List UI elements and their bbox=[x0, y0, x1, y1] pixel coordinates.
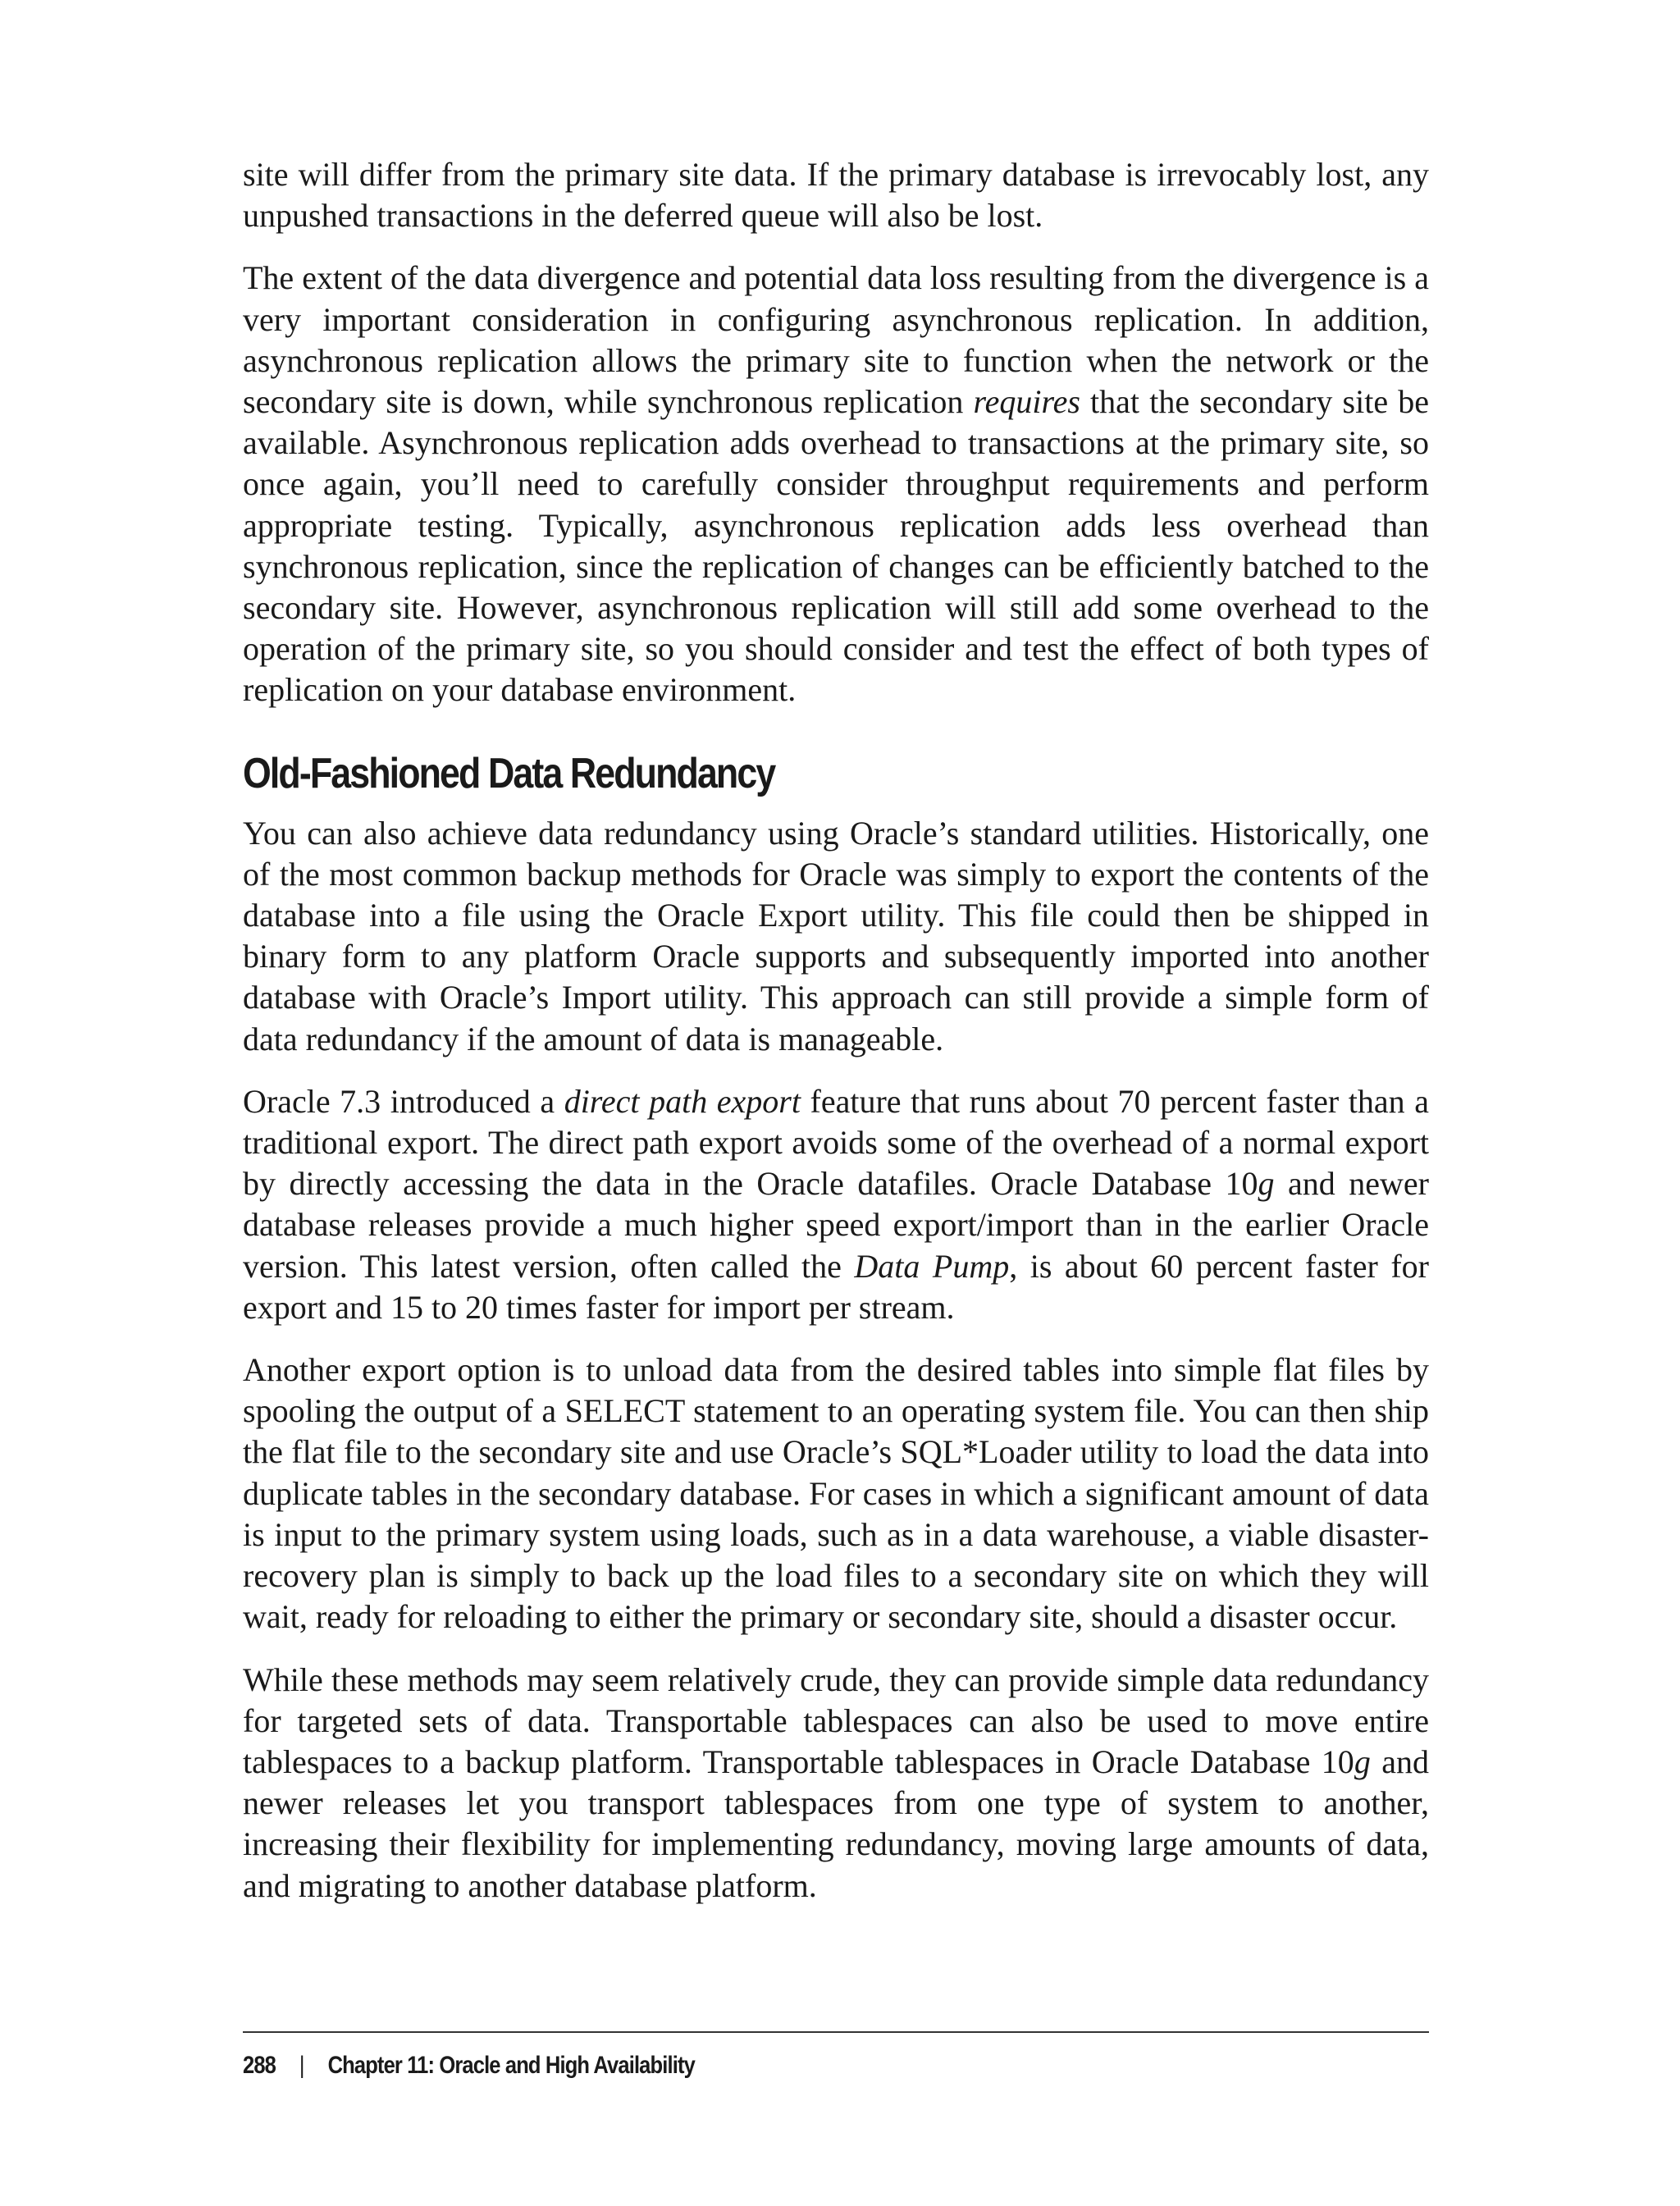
chapter-title: Chapter 11: Oracle and High Availability bbox=[327, 2052, 695, 2079]
emphasis-direct-path-export: direct path export bbox=[564, 1082, 801, 1120]
text-run: While these methods may seem relatively crude, they can provide simple data redundancy for targeted sets of data. Transportable tablespaces can also be used to move entire tablespaces to a backup platform. Transportable tablespaces in Oracle Database 10 bbox=[243, 1660, 1429, 1780]
paragraph-continued: site will differ from the primary site data. If the primary database is irrevocably lost, any unpushed transactions in the deferred queue will also be lost. bbox=[243, 156, 1429, 235]
text-run: The extent of the data divergence and potential data loss resulting from the divergence is a very important consideration in configuring asynchronous replication. In addition, asynchronous replication allows the primary site to function when the network or the secondary site is down, while synchronous replication bbox=[243, 259, 1429, 421]
page-content bbox=[243, 154, 1429, 1928]
emphasis-data-pump: Data Pump bbox=[854, 1247, 1010, 1285]
section-heading: Old-Fashioned Data Redundancy bbox=[243, 749, 775, 797]
page-footer bbox=[243, 2031, 1429, 2080]
text-run: feature that runs about 70 percent faster than a traditional export. The direct path export avoids some of the overhead of a normal export by directly accessing the data in the Oracle datafiles. Oracle Database 10 bbox=[243, 1082, 1429, 1203]
emphasis-g: g bbox=[1354, 1742, 1371, 1780]
text-run: Oracle 7.3 introduced a bbox=[243, 1082, 564, 1120]
text-run: and newer database releases provide a much higher speed export/import than in the earlier Oracle version. This latest version, often called the bbox=[243, 1165, 1429, 1285]
footer-separator: | bbox=[299, 2052, 304, 2079]
page-number: 288 bbox=[243, 2052, 276, 2079]
paragraph-transportable-tablespaces bbox=[243, 1660, 1429, 1907]
footer-line bbox=[243, 2051, 1251, 2080]
emphasis-g: g bbox=[1258, 1165, 1275, 1203]
text-run: and newer releases let you transport tablespaces from one type of system to another, increasing their flexibility for implementing redundancy, moving large amounts of data, and migrating to another database platform. bbox=[243, 1742, 1429, 1904]
paragraph-flat-files: Another export option is to unload data from the desired tables into simple flat files by spooling the output of a SELECT statement to an operating system file. You can then ship the flat file to the secondary site and use Oracle’s SQL*Loader utility to load the data into duplicate tables in the secondary database. For cases in which a significant amount of data is input to the primary system using loads, such as in a data warehouse, a viable disaster-recovery plan is simply to back up the load files to a secondary site on which they will wait, ready for reloading to either the primary or secondary site, should a disaster occur. bbox=[243, 1351, 1429, 1636]
paragraph-divergence bbox=[243, 258, 1429, 710]
text-run: that the secondary site be available. Asynchronous replication adds overhead to transactions at the primary site, so once again, you’ll need to carefully consider throughput requirements and perform appropriate testing. Typically, asynchronous replication adds less overhead than synchronous replication, since the replication of changes can be efficiently batched to the secondary site. However, asynchronous replication will still add some overhead to the operation of the primary site, so you should consider and test the effect of both types of replication on your database environment. bbox=[243, 383, 1430, 709]
footer-rule bbox=[243, 2031, 1429, 2033]
emphasis-requires: requires bbox=[973, 383, 1080, 421]
text-run: , is about 60 percent faster for export and 15 to 20 times faster for import per stream. bbox=[243, 1247, 1429, 1326]
paragraph-direct-path-export bbox=[243, 1081, 1429, 1328]
paragraph-standard-utilities: You can also achieve data redundancy using Oracle’s standard utilities. Historically, one of the most common backup methods for Oracle was simply to export the contents of the database into a file using the Oracle Export utility. This file could then be shipped in binary form to any platform Oracle supports and subsequently imported into another database with Oracle’s Import utility. This approach can still provide a simple form of data redundancy if the amount of data is manageable. bbox=[243, 814, 1429, 1057]
